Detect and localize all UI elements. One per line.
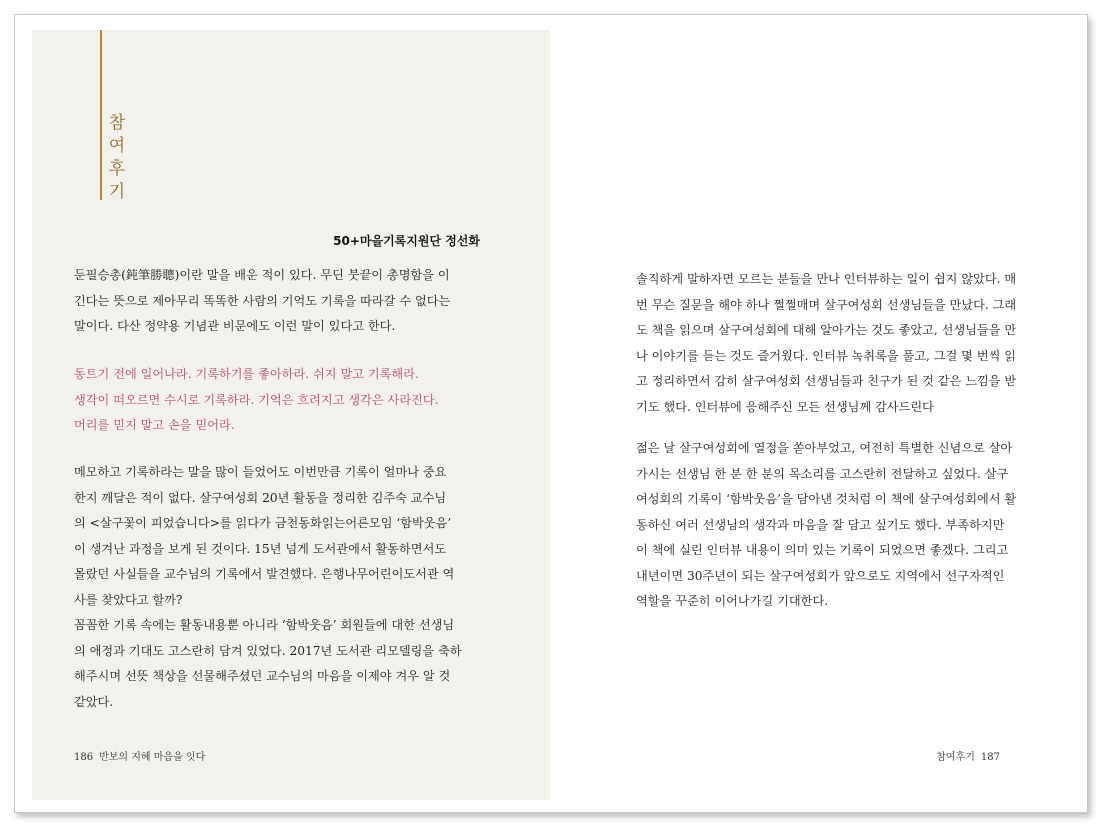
text-line: 의 애정과 기대도 고스란히 담겨 있었다. 2017년 도서관 리모델링을 축하 xyxy=(74,643,462,658)
section-title-char: 후 xyxy=(108,159,126,179)
section-title-char: 기 xyxy=(108,182,126,202)
left-paragraph-2 xyxy=(74,460,462,715)
left-folio xyxy=(74,748,205,763)
quote-line: 생각이 떠오르면 수시로 기록하라. 기억은 흐려지고 생각은 사라진다. xyxy=(74,392,439,407)
text-line: 번 무슨 질문을 해야 하나 쩔쩔매며 살구여성회 선생님들을 만났다. 그래 xyxy=(636,297,1017,312)
page-number: 186 xyxy=(74,752,94,763)
running-title: 반보의 지혜 마음을 잇다 xyxy=(99,752,206,763)
text-line: 의 <살구꽃이 피었습니다>를 읽다가 금천동화읽는어른모임 ‘함박웃음’ xyxy=(74,516,452,530)
right-folio xyxy=(936,748,1000,763)
text-line: 한지 깨달은 적이 없다. 살구여성회 20년 활동을 정리한 김주숙 교수님 xyxy=(74,490,447,505)
text-line: 도 책을 읽으며 살구여성회에 대해 알아가는 것도 좋았고, 선생님들을 만 xyxy=(636,323,1017,337)
quote-block xyxy=(74,362,439,439)
section-title-vertical xyxy=(105,112,129,204)
page-number: 187 xyxy=(980,752,1000,763)
text-line: 동하신 여러 선생님의 생각과 마음을 잘 담고 싶기도 했다. 부족하지만 xyxy=(636,517,1005,532)
text-line: 이 생겨난 과정을 보게 된 것이다. 15년 넘게 도서관에서 활동하면서도 xyxy=(74,541,447,556)
text-line: 둔필승총(鈍筆勝聰)이란 말을 배운 적이 있다. 무딘 붓끝이 총명함을 이 xyxy=(74,268,450,282)
text-line: 가시는 선생님 한 분 한 분의 목소리를 고스란히 전달하고 싶었다. 살구 xyxy=(636,466,1009,481)
text-line: 해주시며 선뜻 책상을 선물해주셨던 교수님의 마음을 이제야 겨우 알 것 xyxy=(74,669,451,683)
quote-line: 동트기 전에 일어나라. 기록하기를 좋아하라. 쉬지 말고 기록해라. xyxy=(74,367,419,381)
text-line: 내년이면 30주년이 되는 살구여성회가 앞으로도 지역에서 선구자적인 xyxy=(636,568,1005,583)
section-title-char: 여 xyxy=(108,136,126,156)
author-byline: 50+마을기록지원단 정선화 xyxy=(333,234,480,248)
text-line: 긴다는 뜻으로 제아무리 똑똑한 사람의 기억도 기록을 따라갈 수 없다는 xyxy=(74,293,451,308)
running-title: 참여후기 xyxy=(936,752,975,763)
right-paragraph-1 xyxy=(636,267,1016,420)
text-line: 같았다. xyxy=(74,694,114,709)
text-line: 이 책에 실린 인터뷰 내용이 의미 있는 기록이 되었으면 좋겠다. 그리고 xyxy=(636,543,1009,557)
section-accent-rule xyxy=(100,30,102,200)
text-line: 메모하고 기록하라는 말을 많이 들었어도 이번만큼 기록이 얼마나 중요 xyxy=(74,465,447,479)
text-line: 몰랐던 사실들을 교수님의 기록에서 발견했다. 은행나무어린이도서관 역 xyxy=(74,567,455,581)
text-line: 꼼꼼한 기록 속에는 활동내용뿐 아니라 ‘함박웃음’ 회원들에 대한 선생님 xyxy=(74,618,455,632)
text-line: 젊은 날 살구여성회에 열정을 쏟아부었고, 여전히 특별한 신념으로 살아 xyxy=(636,441,1013,455)
section-title-char: 참 xyxy=(108,113,126,133)
text-line: 역할을 꾸준히 이어나가길 기대한다. xyxy=(636,594,829,608)
left-paragraph-1 xyxy=(74,263,450,340)
text-line: 말이다. 다산 정약용 기념관 비문에도 이런 말이 있다고 한다. xyxy=(74,319,396,333)
text-line: 고 정리하면서 감히 살구여성회 선생님들과 친구가 된 것 같은 느낌을 받 xyxy=(636,374,1017,388)
text-line: 여성회의 기록이 ‘함박웃음’을 담아낸 것처럼 이 책에 살구여성회에서 활 xyxy=(636,492,1017,506)
quote-line: 머리를 믿지 말고 손을 믿어라. xyxy=(74,418,235,432)
text-line: 솔직하게 말하자면 모르는 분들을 만나 인터뷰하는 일이 쉽지 않았다. 매 xyxy=(636,272,1017,286)
right-paragraph-2 xyxy=(636,436,1016,615)
text-line: 나 이야기를 듣는 것도 즐거웠다. 인터뷰 녹취록을 풀고, 그걸 몇 번씩 읽 xyxy=(636,348,1017,363)
text-line: 사를 찾았다고 할까? xyxy=(74,592,183,607)
text-line: 기도 했다. 인터뷰에 응해주신 모든 선생님께 감사드린다 xyxy=(636,399,934,414)
